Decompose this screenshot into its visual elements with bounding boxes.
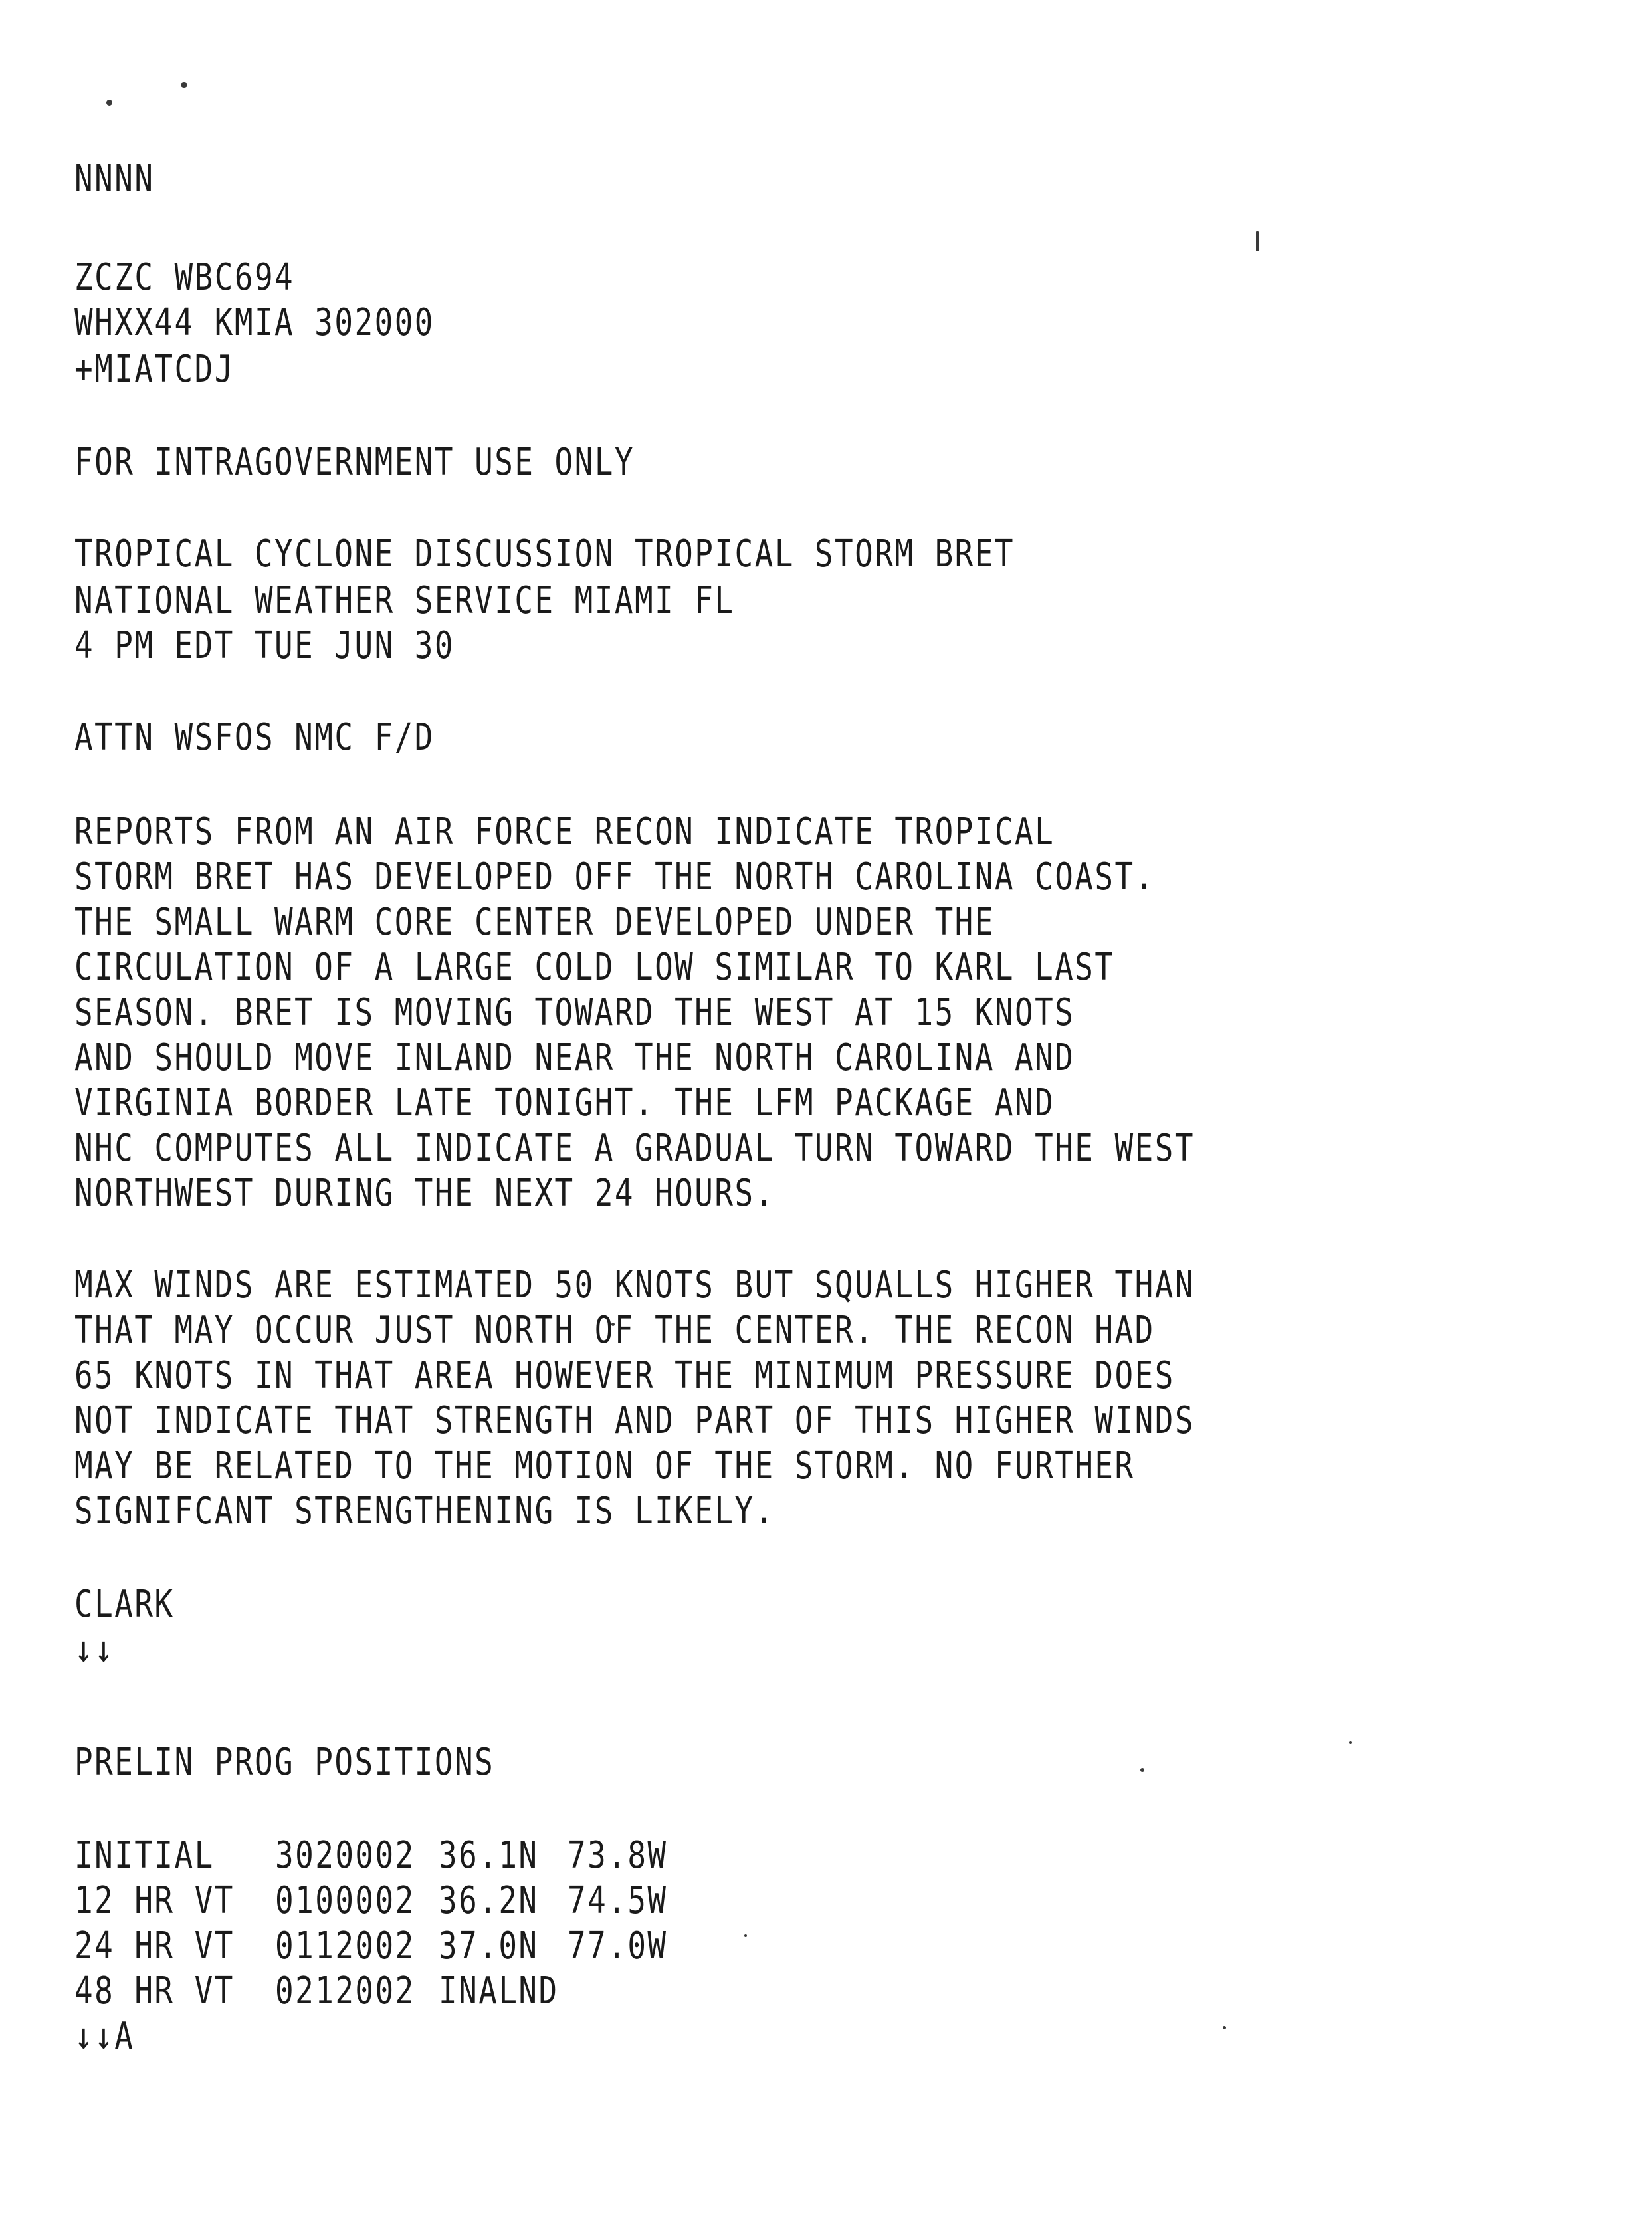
prog-lon: 73.8W (568, 1834, 668, 1877)
paragraph2-line: NOT INDICATE THAT STRENGTH AND PART OF THIS HIGHER WINDS (74, 1399, 1195, 1442)
notice-line: FOR INTRAGOVERNMENT USE ONLY (74, 441, 635, 484)
prog-lat: 36.1N (439, 1834, 539, 1877)
paragraph1-line: NORTHWEST DURING THE NEXT 24 HOURS. (74, 1172, 775, 1215)
paragraph1-line: REPORTS FROM AN AIR FORCE RECON INDICATE TROPICAL (74, 810, 1055, 853)
prog-row (74, 1833, 668, 1878)
prog-lat: INALND (439, 1969, 559, 2013)
attn-line: ATTN WSFOS NMC F/D (74, 716, 435, 759)
prog-row (74, 1878, 668, 1924)
paragraph1-line: SEASON. BRET IS MOVING TOWARD THE WEST AT 15 KNOTS (74, 991, 1075, 1034)
prog-title: PRELIN PROG POSITIONS (74, 1741, 495, 1784)
prog-lat: 37.0N (439, 1924, 539, 1967)
wmo-header-line: WHXX44 KMIA 302000 (74, 301, 435, 344)
prog-label: 48 HR VT (74, 1969, 235, 2013)
prog-lat: 36.2N (439, 1879, 539, 1922)
paragraph1-line: STORM BRET HAS DEVELOPED OFF THE NORTH CAROLINA COAST. (74, 855, 1155, 899)
end-mark: ↓↓A (74, 2015, 135, 2058)
scan-speck (744, 1934, 747, 1937)
zczc-line: ZCZC WBC694 (74, 256, 295, 299)
scan-speck (1349, 1741, 1352, 1744)
signature: CLARK (74, 1583, 175, 1626)
prog-time: 3020002 (275, 1834, 415, 1877)
paragraph2-line: THAT MAY OCCUR JUST NORTH OF THE CENTER. THE RECON HAD (74, 1309, 1155, 1352)
paragraph2-line: MAY BE RELATED TO THE MOTION OF THE STORM. NO FURTHER (74, 1444, 1135, 1488)
prog-positions-table (74, 1833, 668, 2014)
prog-time: 0100002 (275, 1879, 415, 1922)
prog-row (74, 1924, 668, 1969)
prog-time: 0112002 (275, 1924, 415, 1967)
scan-speck (181, 82, 187, 88)
scan-speck (106, 100, 112, 106)
awips-id-line: +MIATCDJ (74, 348, 235, 391)
prog-time: 0212002 (275, 1969, 415, 2013)
paragraph1-line: NHC COMPUTES ALL INDICATE A GRADUAL TURN TOWARD THE WEST (74, 1127, 1195, 1170)
paragraph1-line: CIRCULATION OF A LARGE COLD LOW SIMILAR TO KARL LAST (74, 946, 1115, 989)
title-line-1: TROPICAL CYCLONE DISCUSSION TROPICAL STORM BRET (74, 532, 1015, 576)
prog-lon: 74.5W (568, 1879, 668, 1922)
paragraph2-line: MAX WINDS ARE ESTIMATED 50 KNOTS BUT SQUALLS HIGHER THAN (74, 1264, 1195, 1307)
paragraph2-line: 65 KNOTS IN THAT AREA HOWEVER THE MINIMUM PRESSURE DOES (74, 1354, 1175, 1397)
paragraph2-line: SIGNIFCANT STRENGTHENING IS LIKELY. (74, 1490, 775, 1533)
paragraph1-line: AND SHOULD MOVE INLAND NEAR THE NORTH CAROLINA AND (74, 1036, 1075, 1079)
title-line-3: 4 PM EDT TUE JUN 30 (74, 624, 455, 667)
prog-label: 12 HR VT (74, 1879, 235, 1922)
prog-lon: 77.0W (568, 1924, 668, 1967)
title-line-2: NATIONAL WEATHER SERVICE MIAMI FL (74, 579, 735, 622)
signature-mark: ↓↓ (74, 1628, 115, 1671)
prog-label: INITIAL (74, 1834, 215, 1877)
paragraph1-line: VIRGINIA BORDER LATE TONIGHT. THE LFM PACKAGE AND (74, 1081, 1055, 1125)
prog-row (74, 1969, 559, 2014)
paragraph1-line: THE SMALL WARM CORE CENTER DEVELOPED UNDER THE (74, 901, 995, 944)
scan-speck (1140, 1768, 1144, 1772)
scan-speck (1256, 231, 1259, 251)
nnnn-line: NNNN (74, 158, 155, 201)
prog-label: 24 HR VT (74, 1924, 235, 1967)
scan-speck (1223, 2026, 1226, 2029)
